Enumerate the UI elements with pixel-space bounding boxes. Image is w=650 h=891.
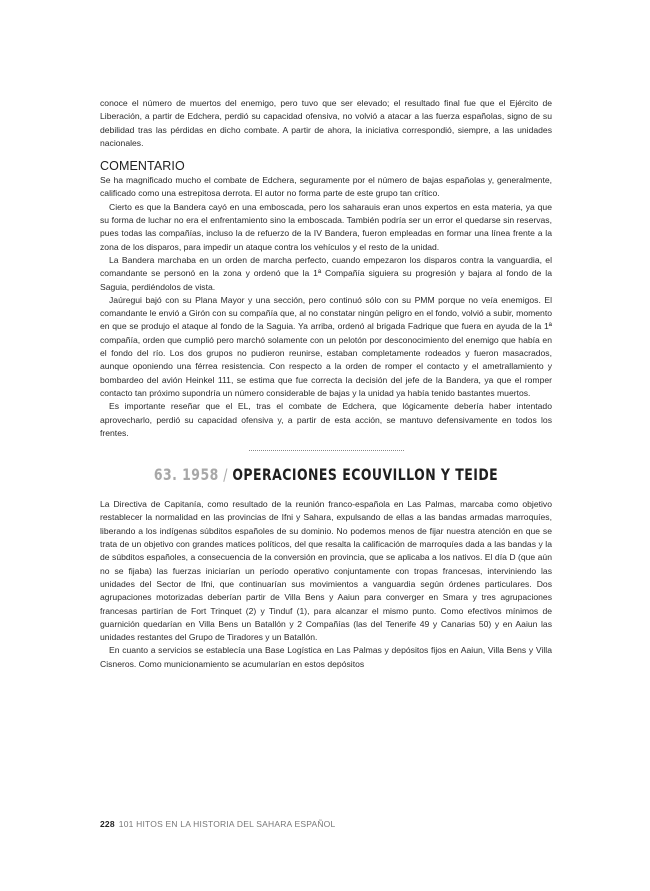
- chapter-paragraph-2: En cuanto a servicios se establecía una Base Logística en Las Palmas y depósitos fijos en Aaiun, Villa Bens y Villa Cisneros. Como municionamiento se acumularían en estos depósitos: [100, 645, 552, 669]
- page-footer: [100, 819, 335, 829]
- chapter-number: 63. 1958: [153, 465, 219, 485]
- intro-paragraph: conoce el número de muertos del enemigo, pero tuvo que ser elevado; el resultado final fue que el Ejército de Liberación, a partir de Edchera, perdió su capacidad ofensiva, no volvió a atacar a las fuerza españolas, signo de su debilidad tras las pérdidas en dicho combate. A partir de ahora, la iniciativa correspondió, siempre, a las unidades nacionales.: [100, 98, 552, 148]
- chapter-separator: /: [218, 465, 233, 485]
- chapter-title: OPERACIONES ECOUVILLON Y TEIDE: [232, 465, 499, 485]
- text-column: [100, 97, 552, 671]
- comentario-paragraph-4: Jaúregui bajó con su Plana Mayor y una sección, pero continuó sólo con su PMM porque no veía enemigos. El comandante le envió a Girón con su compañía que, al no constatar ningún peligro en el fondo, volvió a subir, momento en que se produjo el ataque al fondo de la Saguia. Ya arriba, ordenó al brigada Fadrique que fuera en ayuda de la 1ª compañía, orden que cumplió pero marchó solamente con un pelotón por desconocimiento del enemigo que había en el fondo del río. Los dos grupos no pudieron reunirse, estaban completamente rodeados y fueron masacrados, aunque oponiendo una férrea resistencia. Con respecto a la orden de romper el contacto y el ametrallamiento y bombardeo del avión Heinkel 111, se estima que fue correcta la decisión del jefe de la Bandera, ya que el romper contacto tan próximo supondría un número considerable de bajas y la unidad ya había tenido bastantes muertos.: [100, 294, 552, 398]
- dotted-divider: [249, 450, 404, 451]
- comentario-paragraph-5: Es importante reseñar que el EL, tras el combate de Edchera, que lógicamente debería haber intentado aprovecharlo, perdió su capacidad ofensiva y, a partir de esta acción, se mantuvo defensivamente en todos los frentes.: [100, 401, 552, 438]
- chapter-heading: [150, 465, 503, 485]
- comentario-paragraph-3: La Bandera marchaba en un orden de marcha perfecto, cuando empezaron los disparos contra la vanguardia, el comandante se personó en la zona y ordenó que la 1ª Compañía siguiera su progresión y bajara al fondo de la Saguia, perdiéndolos de vista.: [100, 254, 552, 292]
- comentario-paragraph-1: Se ha magnificado mucho el combate de Edchera, seguramente por el número de bajas españolas y, generalmente, calificado como una estrepitosa derrota. El autor no forma parte de este grupo tan crítico.: [100, 175, 552, 199]
- running-title: 101 HITOS EN LA HISTORIA DEL SAHARA ESPAÑOL: [118, 819, 336, 829]
- section-heading-comentario: COMENTARIO: [100, 159, 185, 174]
- chapter-paragraph-1: La Directiva de Capitanía, como resultado de la reunión franco-española en Las Palmas, marcaba como objetivo restablecer la normalidad en las provincias de Ifni y Sahara, expulsando de ellas a las bandas armadas marroquíes, liberando a los indígenas súbditos españoles de su dominio. No podemos menos de fijar nuestra atención en que se trata de un objetivo con grandes matices políticos, del que resalta la calificación de marroquíes dada a las bandas y la de súbditos españoles, a consecuencia de la conversión en provincia, que se aplicaba a los nativos. El día D (que aún no se fijaba) las fuerzas iniciarían un período operativo conjuntamente con tropas francesas, interviniendo las unidades del Sector de Ifni, que continuarían sus movimientos a vanguardia según órdenes particulares. Dos agrupaciones motorizadas deberían partir de Villa Bens y Aaiun para converger en Smara y tres agrupaciones francesas partirían de Fort Trinquet (2) y Tinduf (1), para alcanzar el mismo punto. Como efectivos mínimos de guarnición quedarían en Villa Bens un Batallón y 2 Compañías (las del Tenerife 49 y Canarias 50) y en Aaiun las unidades restantes del Grupo de Tiradores y un Batallón.: [100, 499, 552, 643]
- page-number: 228: [100, 819, 115, 829]
- comentario-paragraph-2: Cierto es que la Bandera cayó en una emboscada, pero los saharauis eran unos expertos en esta materia, ya que su forma de luchar no era el enfrentamiento sino la emboscada. También podría ser un error el quedarse sin reservas, pues todas las compañías, incluso la de refuerzo de la IV Bandera, fueron empleadas en formar una línea frente a la zona de los disparos, para impedir un ataque contra los vehículos y el resto de la unidad.: [100, 201, 552, 252]
